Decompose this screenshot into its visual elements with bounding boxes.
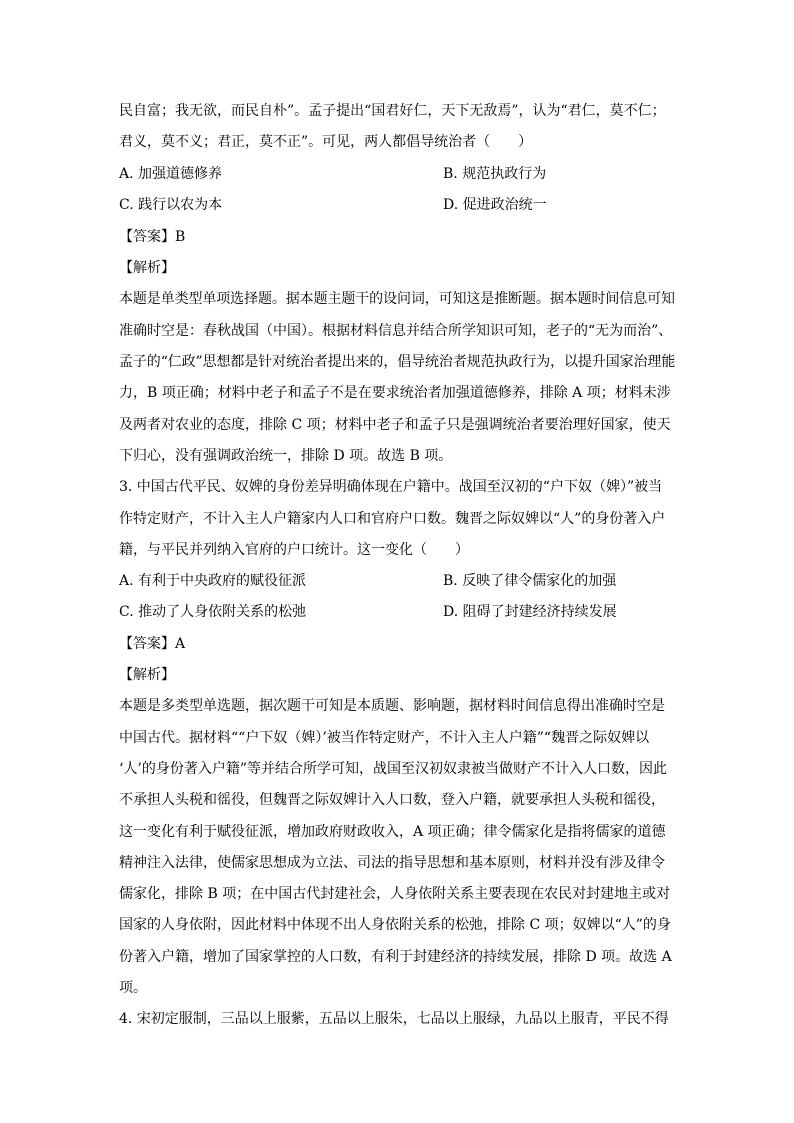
q3-analysis-line-2: 中国古代。据材料““户下奴（婢）’被当作特定财产，不计入主人户籍”“魏晋之际奴婢以 <box>119 730 650 746</box>
q2-option-d: D. 促进政治统一 <box>443 197 547 213</box>
q2-analysis-line-2: 准确时空是：春秋战国（中国）。根据材料信息并结合所学知识可知，老子的“无为而治”、 <box>119 323 673 339</box>
q2-analysis-line-3: 孟子的“仁政”思想都是针对统治者提出来的，倡导统治者规范执政行为，以提升国家治理能 <box>119 354 676 370</box>
q2-stem-line-2: 君义，莫不义；君正，莫不正”。可见，两人都倡导统治者（ ） <box>119 134 533 150</box>
q3-analysis-line-8: 国家的人身依附，因此材料中体现不出人身依附关系的松弛，排除 C 项；奴婢以“人”的身 <box>119 917 671 933</box>
q3-option-d: D. 阻碍了封建经济持续发展 <box>443 604 617 620</box>
q3-analysis-line-6: 精神注入法律，使儒家思想成为立法、司法的指导思想和基本原则，材料并没有涉及律令 <box>119 855 665 871</box>
q4-stem-line-1: 4. 宋初定服制，三品以上服紫，五品以上服朱，七品以上服绿，九品以上服青，平民不得 <box>119 1011 669 1027</box>
q3-analysis-line-10: 项。 <box>119 980 147 996</box>
q3-analysis-line-1: 本题是多类型单选题，据次题干可知是本质题、影响题，据材料时间信息得出准确时空是 <box>119 698 665 714</box>
q3-stem-line-2: 作特定财产，不计入主人户籍家内人口和官府户口数。魏晋之际奴婢以“人”的身份著入户 <box>119 511 666 527</box>
q3-analysis-line-3: ‘人’的身份著入户籍”等并结合所学可知，战国至汉初奴隶被当做财产不计入人口数，因此 <box>119 761 668 777</box>
q3-option-c: C. 推动了人身依附关系的松弛 <box>119 604 307 620</box>
q3-stem-line-3: 籍，与平民并列纳入官府的户口统计。这一变化（ ） <box>119 542 469 558</box>
q3-option-b: B. 反映了律令儒家化的加强 <box>443 573 617 589</box>
q2-analysis-line-4: 力，B 项正确；材料中老子和孟子不是在要求统治者加强道德修养，排除 A 项；材料未涉 <box>119 385 671 401</box>
q2-analysis-line-5: 及两者对农业的态度，排除 C 项；材料中老子和孟子只是强调统治者要治理好国家，使天 <box>119 417 671 433</box>
q3-answer: 【答案】A <box>119 636 186 652</box>
q2-analysis-label: 【解析】 <box>119 260 175 276</box>
q3-analysis-line-5: 这一变化有利于赋役征派，增加政府财政收入，A 项正确；律令儒家化是指将儒家的道德 <box>119 824 666 840</box>
q2-option-a: A. 加强道德修养 <box>119 166 223 182</box>
q3-analysis-line-9: 份著入户籍，增加了国家掌控的人口数，有利于封建经济的持续发展，排除 D 项。故选 A <box>119 949 672 965</box>
q3-option-a: A. 有利于中央政府的赋役征派 <box>119 573 307 589</box>
q2-analysis-line-6: 下归心，没有强调政治统一，排除 D 项。故选 B 项。 <box>119 448 453 464</box>
q3-analysis-line-7: 儒家化，排除 B 项；在中国古代封建社会，人身依附关系主要表现在农民对封建地主或对 <box>119 886 671 902</box>
q3-stem-line-1: 3. 中国古代平民、奴婢的身份差异明确体现在户籍中。战国至汉初的“户下奴（婢）”被当 <box>119 479 663 495</box>
q2-option-c: C. 践行以农为本 <box>119 197 223 213</box>
q2-stem-line-1: 民自富；我无欲，而民自朴”。孟子提出“国君好仁，天下无敌焉”，认为“君仁，莫不仁； <box>119 103 666 119</box>
q3-analysis-label: 【解析】 <box>119 667 175 683</box>
q3-analysis-line-4: 不承担人头税和徭役，但魏晋之际奴婢计入人口数，登入户籍，就要承担人头税和徭役， <box>119 792 665 808</box>
q2-answer: 【答案】B <box>119 229 186 245</box>
q2-analysis-line-1: 本题是单类型单项选择题。据本题主题干的设问词，可知这是推断题。据本题时间信息可知 <box>119 291 675 307</box>
q2-option-b: B. 规范执政行为 <box>443 166 547 182</box>
